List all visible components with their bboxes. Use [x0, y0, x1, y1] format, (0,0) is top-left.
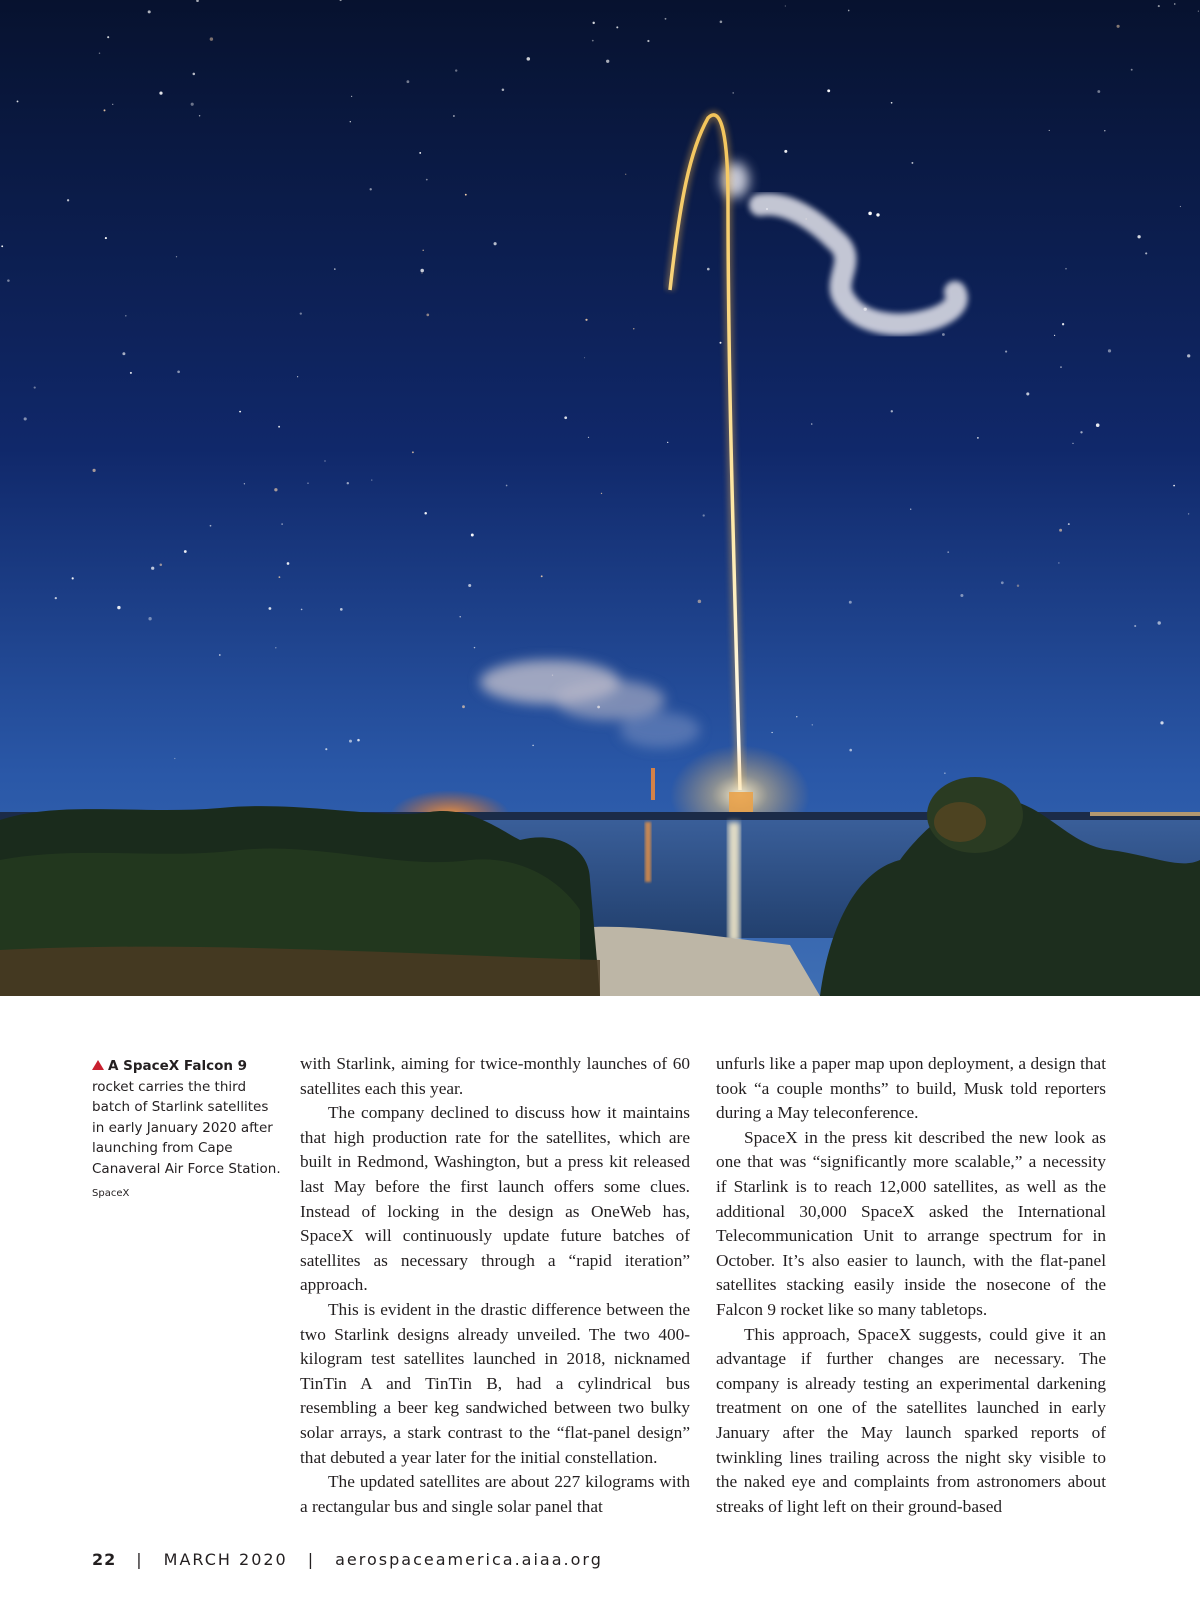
star: [191, 103, 194, 106]
star: [300, 312, 302, 314]
star: [506, 485, 508, 487]
issue-date: MARCH 2020: [163, 1550, 288, 1569]
star: [371, 480, 372, 481]
star: [453, 115, 455, 117]
star: [977, 437, 979, 439]
star: [868, 212, 872, 216]
star: [468, 584, 471, 587]
star: [148, 10, 151, 13]
paragraph: The company declined to discuss how it maintains that high production rate for the satellites, which are built in Redmond, Washington, but a press kit released last May before the first launch offers some clues. Instead of locking in the design as OneWeb has, SpaceX will continuously update future batches of satellites as necessary through a “rapid iteration” approach.: [300, 1103, 690, 1295]
star: [1104, 130, 1105, 131]
star: [944, 773, 945, 774]
star: [239, 411, 241, 413]
star: [811, 423, 813, 425]
star: [848, 10, 850, 12]
star: [633, 328, 634, 329]
page-number: 22: [92, 1550, 117, 1569]
star: [707, 268, 710, 271]
star: [1062, 323, 1064, 325]
star: [1097, 90, 1100, 93]
star: [1187, 354, 1190, 357]
star: [1173, 485, 1175, 487]
star: [210, 37, 213, 40]
tower-light: [651, 768, 655, 800]
star: [219, 654, 221, 656]
star: [527, 57, 531, 61]
star: [1157, 621, 1160, 624]
star: [1137, 235, 1140, 238]
star: [340, 608, 343, 611]
paragraph: SpaceX in the press kit described the new look as one that was “significantly more scalable,” a necessity if Starlink is to reach 12,000 satellites, as well as the additional 30,000 SpaceX asked the International Telecommunication Unit to arrange spectrum for in October. It’s also easier to launch, with the flat-panel satellites stacking easily inside the nosecone of the Falcon 9 rocket like so many tabletops.: [716, 1127, 1106, 1319]
light-reflection: [645, 822, 651, 882]
star: [1059, 529, 1062, 532]
star: [592, 40, 594, 42]
paragraph: The updated satellites are about 227 kilograms with a rectangular bus and single solar panel that: [300, 1472, 690, 1516]
star: [55, 597, 57, 599]
star: [910, 509, 911, 510]
star: [274, 488, 277, 491]
star: [307, 483, 308, 484]
star: [667, 442, 668, 443]
star: [647, 40, 649, 42]
star: [105, 237, 107, 239]
article-column-1: [300, 1052, 690, 1519]
star: [278, 426, 280, 428]
star: [351, 96, 352, 97]
caption-text: [92, 1056, 282, 1179]
star: [541, 575, 543, 577]
star: [269, 607, 272, 610]
star: [24, 417, 27, 420]
star: [532, 745, 534, 747]
trail-reflection: [728, 822, 740, 942]
star: [159, 92, 162, 95]
star: [1080, 431, 1082, 433]
star: [771, 732, 772, 733]
star: [1131, 69, 1133, 71]
star: [125, 315, 127, 317]
star: [420, 269, 424, 273]
star: [301, 609, 303, 611]
star: [112, 104, 113, 105]
star: [148, 617, 151, 620]
paragraph: with Starlink, aiming for twice-monthly launches of 60 satellites each this year.: [300, 1054, 690, 1098]
star: [357, 739, 360, 742]
star: [1058, 562, 1059, 563]
star: [625, 174, 626, 175]
star: [474, 647, 475, 648]
star: [117, 606, 120, 609]
star: [455, 69, 457, 71]
caption-marker-icon: [92, 1060, 104, 1070]
star: [72, 577, 74, 579]
caption-lead: A SpaceX Falcon 9: [108, 1058, 248, 1074]
star: [279, 576, 281, 578]
star: [160, 563, 163, 566]
photo-caption: [92, 1056, 282, 1201]
paragraph: unfurls like a paper map upon deployment, a design that took “a couple months” to build, Musk told reporters during a May teleconference.: [716, 1054, 1106, 1123]
star: [421, 272, 422, 273]
star: [1174, 3, 1175, 4]
star: [796, 716, 797, 717]
star: [17, 100, 19, 102]
star: [107, 36, 109, 38]
star: [459, 616, 460, 617]
star: [665, 18, 667, 20]
shore-lights: [1090, 812, 1200, 816]
star: [275, 647, 276, 648]
star: [1198, 11, 1199, 12]
star: [1049, 130, 1050, 131]
star: [130, 372, 132, 374]
star: [122, 352, 125, 355]
star: [1001, 581, 1004, 584]
star: [349, 740, 352, 743]
star: [471, 534, 474, 537]
footer-separator: |: [307, 1550, 316, 1569]
caption-body: rocket carries the third batch of Starlink satellites in early January 2020 after launching from Cape Canaveral Air Force Station.: [92, 1078, 281, 1177]
star: [177, 370, 180, 373]
star: [1108, 349, 1111, 352]
star: [876, 213, 879, 216]
star: [1068, 523, 1070, 525]
website-link[interactable]: aerospaceamerica.aiaa.org: [335, 1550, 603, 1569]
star: [732, 92, 734, 94]
star: [287, 562, 290, 565]
star: [942, 333, 945, 336]
page-footer: [92, 1550, 792, 1569]
star: [412, 451, 414, 453]
star: [1158, 5, 1160, 7]
star: [297, 376, 298, 377]
star: [785, 5, 786, 6]
star: [334, 268, 336, 270]
star: [1017, 585, 1019, 587]
star: [911, 162, 913, 164]
star: [947, 551, 949, 553]
star: [99, 53, 100, 54]
star: [720, 21, 723, 24]
star: [462, 705, 465, 708]
star: [7, 279, 10, 282]
star: [370, 188, 372, 190]
footer-separator: |: [136, 1550, 144, 1569]
star: [1026, 392, 1029, 395]
star: [67, 199, 69, 201]
star: [407, 80, 410, 83]
star: [174, 758, 175, 759]
paragraph: This is evident in the drastic difference between the two Starlink designs already unveiled. The two 400-kilogram test satellites launched in 2018, nicknamed TinTin A and TinTin B, had a cylindrical bus resembling a beer keg sandwiched between two bulky solar arrays, a stark contrast to the “flat-panel design” that debuted a year later for the initial constellation.: [300, 1299, 690, 1467]
star: [151, 567, 154, 570]
star: [601, 493, 602, 494]
star: [104, 109, 106, 111]
star: [960, 594, 963, 597]
star: [199, 115, 200, 116]
article-column-2: [716, 1052, 1106, 1519]
star: [1117, 25, 1120, 28]
star: [1145, 252, 1147, 254]
star: [350, 121, 351, 122]
star: [592, 22, 594, 24]
star: [325, 748, 327, 750]
star: [1134, 625, 1136, 627]
star: [93, 469, 96, 472]
star: [426, 179, 428, 181]
star: [502, 88, 505, 91]
star: [1072, 443, 1073, 444]
star: [494, 242, 497, 245]
star: [193, 73, 196, 76]
star: [1065, 268, 1067, 270]
star: [698, 600, 702, 604]
star: [424, 512, 427, 515]
star: [1060, 366, 1062, 368]
star: [465, 194, 467, 196]
star: [1005, 351, 1007, 353]
star: [210, 525, 212, 527]
star: [827, 89, 830, 92]
star: [812, 724, 813, 725]
star: [419, 152, 421, 154]
star: [849, 749, 852, 752]
star: [422, 250, 423, 251]
star: [606, 60, 609, 63]
star: [1, 245, 3, 247]
palm-tree-lit: [934, 802, 986, 842]
star: [184, 550, 187, 553]
star: [1180, 206, 1181, 207]
star: [1054, 335, 1055, 336]
star: [585, 319, 587, 321]
star: [784, 150, 787, 153]
star: [616, 26, 618, 28]
star: [891, 102, 893, 104]
star: [426, 314, 429, 317]
star: [1188, 513, 1189, 514]
star: [281, 523, 282, 524]
star: [584, 357, 585, 358]
paragraph: This approach, SpaceX suggests, could give it an advantage if further changes are necessary. The company is already testing an experimental darkening treatment on one of the satellites launched in early January after the May launch sparked reports of twinkling lines trailing across the night sky visible to the naked eye and complaints from astronomers about streaks of light left on their ground-based: [716, 1324, 1106, 1516]
star: [703, 514, 705, 516]
star: [347, 482, 349, 484]
star: [1096, 423, 1100, 427]
star: [34, 387, 36, 389]
star: [1160, 721, 1163, 724]
star: [720, 342, 722, 344]
star: [564, 416, 567, 419]
star: [849, 601, 852, 604]
star: [325, 461, 326, 462]
star: [244, 483, 245, 484]
star: [588, 437, 589, 438]
star: [176, 256, 177, 257]
photo-credit: SpaceX: [92, 1188, 130, 1199]
star: [891, 410, 893, 412]
